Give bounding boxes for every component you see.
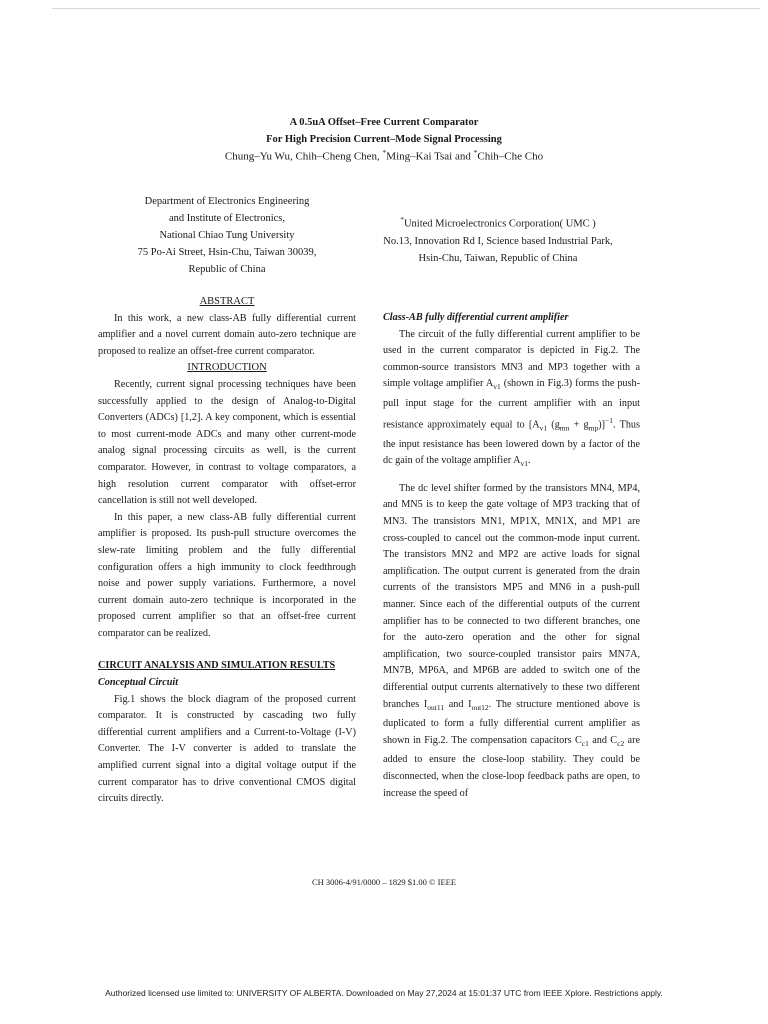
paper-title-line2: For High Precision Current–Mode Signal Processing [266, 134, 502, 145]
amplifier-paragraph-1: The circuit of the fully differential current amplifier to be used in the current comparator is depicted in Fig.2. The common-source transistors MN3 and MP3 together with a simple voltage amplifier $A_{v1}$ (shown in Fig.3) forms the push-pull input stage for the current amplifier with an input resistance approximately equal to [$A_{v1}$ $(g_{mn} + g_{mp})]^{-1}$. Thus the input resistance has been lowered down by a factor of the dc gain of the voltage amplifier $A_{v1}$. [383, 328, 640, 469]
affiliation-left-line: 75 Po-Ai Street, Hsin-Chu, Taiwan 30039, [137, 247, 317, 258]
circuit-analysis-heading: CIRCUIT ANALYSIS AND SIMULATION RESULTS [98, 660, 336, 672]
affiliation-mark-2: * [473, 148, 478, 157]
authorized-use-notice: Authorized licensed use limited to: UNIVERSITY OF ALBERTA. Downloaded on May 27,2024 at 15:01:37 UTC from IEEE Xplore. Restrictions apply. [105, 988, 663, 998]
right-column [383, 310, 640, 802]
author-names-1: Chung–Yu Wu, Chih–Cheng Chen, [224, 150, 383, 163]
abstract-heading: ABSTRACT [199, 296, 255, 307]
left-column [98, 294, 356, 808]
intro-paragraph-1: Recently, current signal processing techniques have been successfully applied to the design of Analog-to-Digital Converters (ADCs) [1,2]. A key component, which is essential to most current-mode ADCs and many other current-mode analog signal processing circuits as well, is the current comparator. However, in contrast to voltage comparators, a high resolution current comparator with offset-error cancellation is still not well developed. [98, 378, 356, 507]
affiliation-right-line: *United Microelectronics Corporation( UMC ) [400, 215, 596, 230]
amplifier-paragraph-2: The dc level shifter formed by the transistors MN4, MP4, and MN5 is to keep the gate voltage of MP3 tracking that of MN3. The transistors MN1, MP1X, MN1X, and MP1 are cross-coupled to cancel out the common-mode input current. The transistors MN2 and MP2 are active loads for signal amplification. The output current is generated from the drain currents of the transistors MP5 and MN6 in a push-pull manner. Since each of the differential outputs of the current amplifier has to be connected to two different branches, one for the auto-zero operation and the other for signal amplification, two source-coupled transistor pairs MN7A, MN7B, MP6A, and MP6B are added to switch one of the differential output currents alternatively to these two different branches $I_{out11}$ and $I_{out12}$. The structure mentioned above is duplicated to form a fully differential current amplifier as shown in Fig.2. The compensation capacitors $C_{c1}$ and $C_{c2}$ are added to ensure the close-loop stability. They could be disconnected, when the close-loop feedback paths are open, to increase the speed of [383, 482, 641, 799]
author-names-3: Chih–Che Cho [477, 150, 544, 163]
affiliation-left-line: Department of Electronics Engineering [144, 196, 310, 207]
affiliation-left-line: Republic of China [188, 264, 266, 275]
paper-title-line1: A 0.5uA Offset–Free Current Comparator [289, 117, 479, 128]
affiliation-mark-1: * [382, 148, 387, 157]
affiliation-right-mark: * [400, 215, 404, 224]
affiliation-right [378, 211, 618, 267]
author-names-2: Ming–Kai Tsai and [386, 150, 474, 163]
affiliation-left-line: National Chiao Tung University [159, 230, 295, 241]
affiliation-right-line: No.13, Innovation Rd I, Science based Industrial Park, [383, 235, 613, 247]
introduction-heading: INTRODUCTION [187, 362, 267, 374]
conceptual-circuit-heading: Conceptual Circuit [98, 677, 179, 689]
conceptual-paragraph: Fig.1 shows the block diagram of the proposed current comparator. It is constructed by cascading two fully differential current amplifiers and a Current-to-Voltage (I-V) Converter. The I-V converter is added to translate the amplified current signal into a digital voltage output if the current comparator has to drive conventional CMOS digital circuits directly. [98, 693, 356, 805]
copyright-code: CH 3006-4/91/0000 – 1829 $1.00 © IEEE [311, 877, 457, 887]
affiliation-left-line: and Institute of Electronics, [168, 213, 286, 224]
author-list [0, 148, 768, 163]
affiliation-right-line: Hsin-Chu, Taiwan, Republic of China [418, 252, 578, 264]
class-ab-heading: Class-AB fully differential current amplifier [383, 312, 569, 323]
abstract-text: In this work, a new class-AB fully differential current amplifier and a novel current domain auto-zero technique are proposed to realize an offset-free current comparator. [98, 312, 356, 357]
intro-paragraph-2: In this paper, a new class-AB fully differential current amplifier is proposed. Its push-pull structure overcomes the slew-rate limiting problem and the fully differential configuration offers a high immunity to clock feedthrough noise and power supply variations. Furthermore, a novel current domain auto-zero technique is incorporated in the proposed current amplifier so that an offset-free current comparator can be realized. [98, 511, 356, 639]
affiliation-left [118, 193, 336, 278]
top-rule [52, 8, 760, 9]
